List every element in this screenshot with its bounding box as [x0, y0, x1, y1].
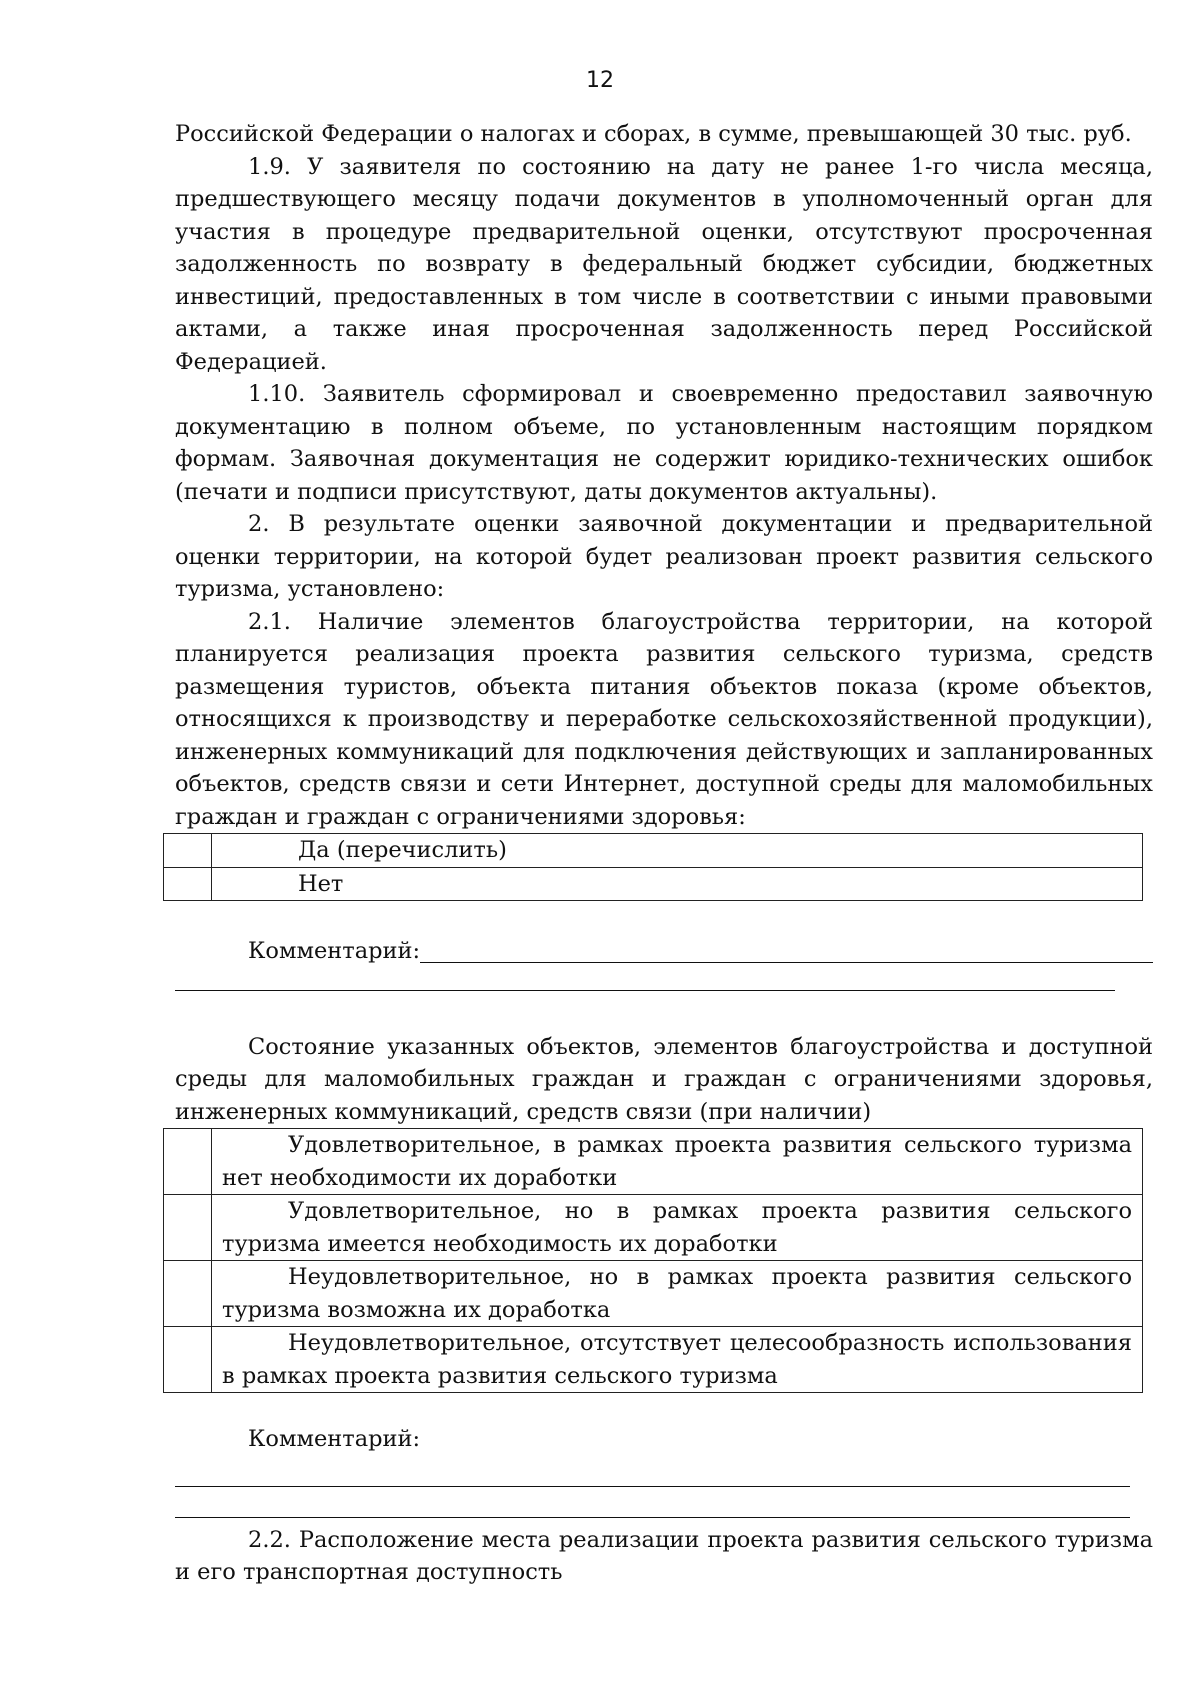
- paragraph-1-10: 1.10. Заявитель сформировал и своевременно предоставил заявочную документацию в полном объеме, по установленным настоящим порядком формам. Заявочная документация не содержит юридико-технических ошибок (печати и подписи присутствуют, даты документов актуальны).: [175, 381, 1153, 505]
- option-row: [164, 1261, 1143, 1327]
- option-label: Неудовлетворительное, отсутствует целесообразность использования в рамках проекта развития сельского туризма: [212, 1327, 1143, 1393]
- checkbox-cell[interactable]: [164, 1129, 212, 1195]
- paragraph-2-2: 2.2. Расположение места реализации проекта развития сельского туризма и его транспортная доступность: [175, 1526, 1153, 1585]
- comment-line[interactable]: [175, 1486, 1130, 1487]
- comment-label-2: Комментарий:: [248, 1426, 421, 1452]
- checkbox-cell[interactable]: [164, 1327, 212, 1393]
- paragraph-intro: Российской Федерации о налогах и сборах, в сумме, превышающей 30 тыс. руб.: [175, 121, 1132, 147]
- comment-line[interactable]: [175, 1517, 1130, 1518]
- checkbox-cell[interactable]: [164, 1195, 212, 1261]
- paragraph-2-1: 2.1. Наличие элементов благоустройства территории, на которой планируется реализация проекта развития сельского туризма, средств размещения туристов, объекта питания объектов показа (кроме объектов, относящихся к производству и переработке сельскохозяйственной продукции), инженерных коммуникаций для подключения действующих и запланированных объектов, средств связи и сети Интернет, доступной среды для маломобильных граждан и граждан с ограничениями здоровья:: [175, 608, 1153, 830]
- state-options-table: [163, 1128, 1143, 1393]
- checkbox-cell[interactable]: [164, 867, 212, 901]
- comment-line[interactable]: [175, 990, 1115, 991]
- document-body: [175, 118, 1153, 1589]
- option-row: [164, 867, 1143, 901]
- checkbox-cell[interactable]: [164, 834, 212, 868]
- option-row: [164, 1195, 1143, 1261]
- comment-line[interactable]: [420, 936, 1153, 963]
- option-row: [164, 1129, 1143, 1195]
- paragraph-1-9: 1.9. У заявителя по состоянию на дату не ранее 1-го числа месяца, предшествующего месяцу подачи документов в уполномоченный орган для участия в процедуре предварительной оценки, отсутствуют просроченная задолженность по возврату в федеральный бюджет субсидии, бюджетных инвестиций, предоставленных в том числе в соответствии с иными правовыми актами, а также иная просроченная задолженность перед Российской Федерацией.: [175, 153, 1153, 375]
- page-number: 12: [586, 68, 614, 93]
- option-row: [164, 1327, 1143, 1393]
- availability-options-table: [163, 833, 1143, 901]
- option-label: Удовлетворительное, но в рамках проекта развития сельского туризма имеется необходимость их доработки: [212, 1195, 1143, 1261]
- paragraph-state: Состояние указанных объектов, элементов благоустройства и доступной среды для маломобильных граждан и граждан с ограничениями здоровья, инженерных коммуникаций, средств связи (при наличии): [175, 1033, 1153, 1125]
- comment-field-1[interactable]: [175, 935, 1153, 968]
- option-row: [164, 834, 1143, 868]
- option-label: Удовлетворительное, в рамках проекта развития сельского туризма нет необходимости их доработки: [212, 1129, 1143, 1195]
- option-label: Да (перечислить): [212, 834, 1143, 868]
- comment-label: Комментарий:: [248, 938, 421, 964]
- paragraph-2: 2. В результате оценки заявочной документации и предварительной оценки территории, на которой будет реализован проект развития сельского туризма, установлено:: [175, 511, 1153, 602]
- option-label: Неудовлетворительное, но в рамках проекта развития сельского туризма возможна их доработка: [212, 1261, 1143, 1327]
- checkbox-cell[interactable]: [164, 1261, 212, 1327]
- option-label: Нет: [212, 867, 1143, 901]
